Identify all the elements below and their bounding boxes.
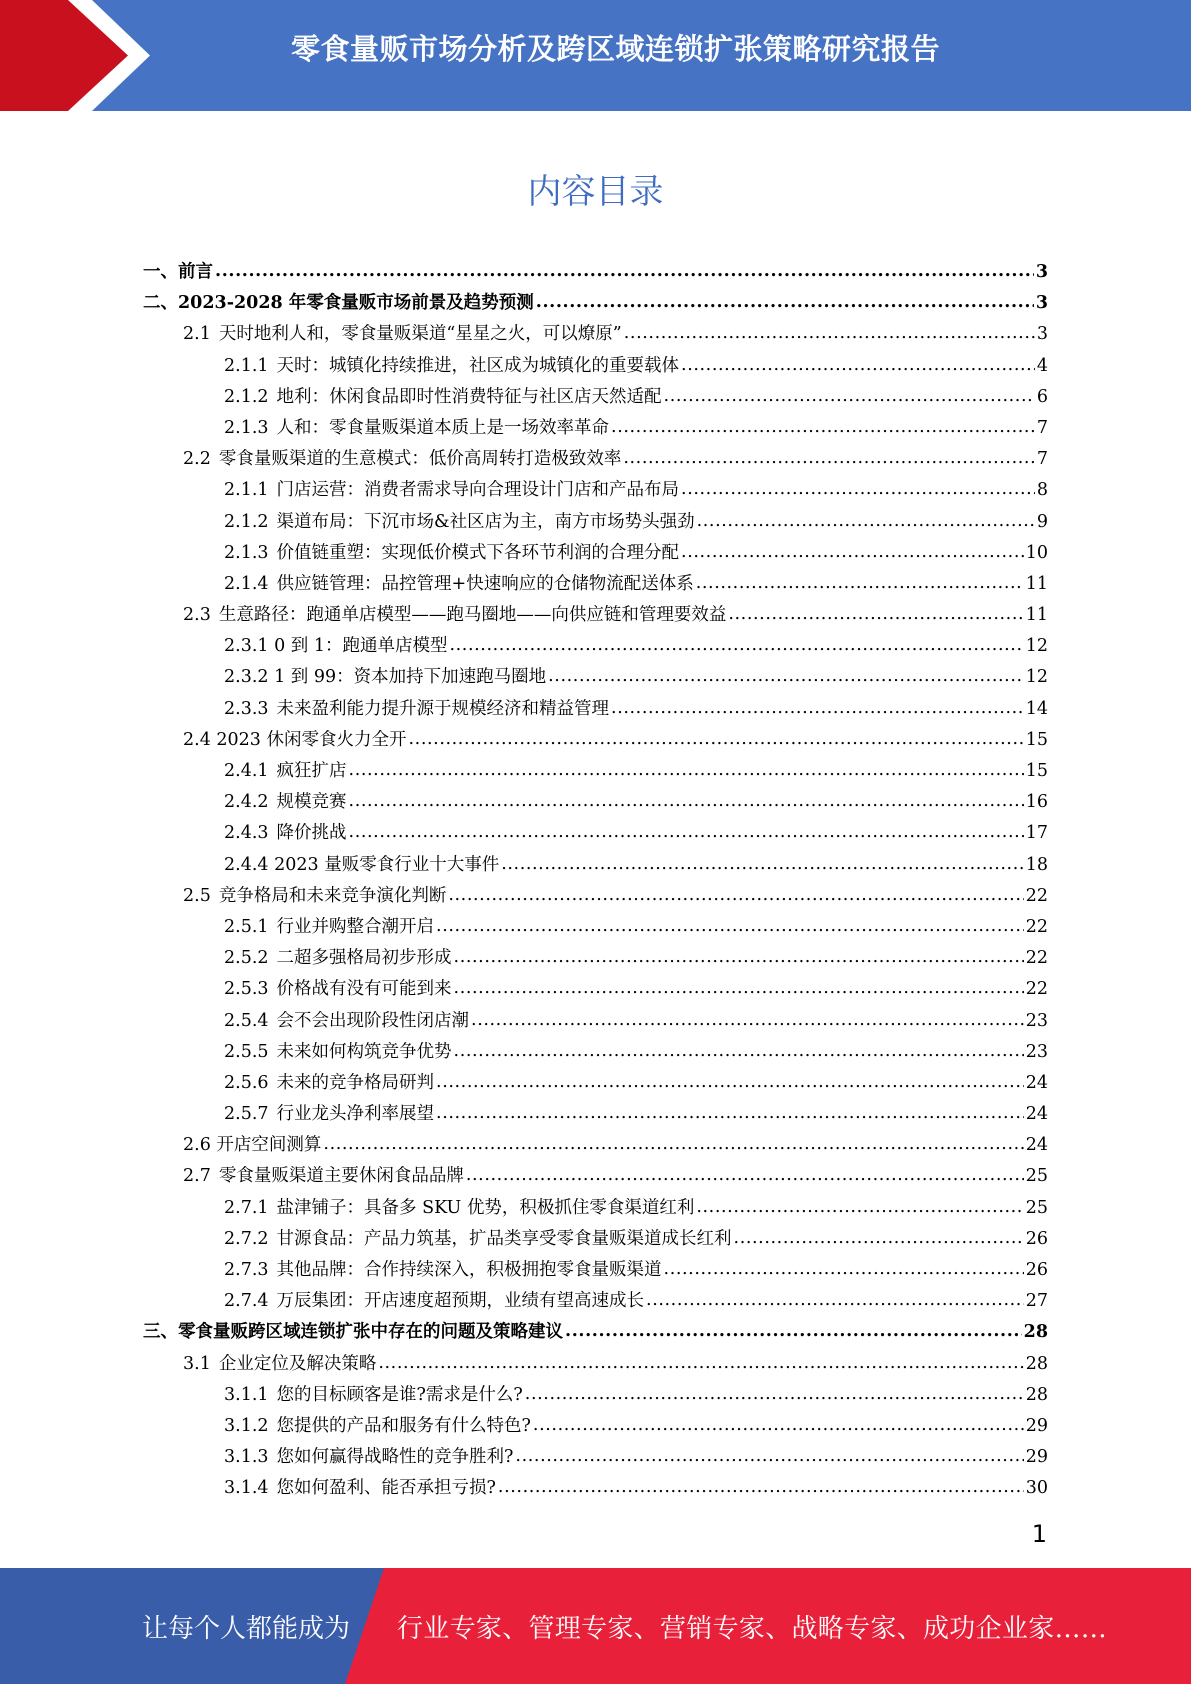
toc-dot-leader [349,786,1024,817]
toc-entry[interactable] [143,818,1048,849]
toc-entry-title: 生意路径：跑通单店模型——跑马圈地——向供应链和管理要效益 [218,605,727,626]
toc-entry[interactable] [143,787,1048,818]
header-chevron-decoration [0,0,150,111]
toc-dot-leader [323,1129,1023,1160]
toc-entry-page: 14 [1025,698,1048,719]
toc-entry[interactable] [143,1411,1048,1442]
toc-entry-title: 二超多强格局初步形成 [276,948,452,969]
toc-entry-title: 行业龙头净利率展望 [276,1104,435,1125]
toc-entry-page: 24 [1025,1072,1048,1093]
footer-slogan-left: 让每个人都能成为 [142,1614,351,1644]
toc-entry-title: 您如何盈利、能否承担亏损? [276,1478,496,1499]
toc-entry[interactable] [143,569,1048,600]
toc-entry-title: 会不会出现阶段性闭店潮 [276,1010,470,1031]
toc-dot-leader [436,1098,1024,1129]
toc-entry-title: 价值链重塑：实现低价模式下各环节利润的合理分配 [276,542,680,563]
toc-dot-leader [378,1348,1023,1379]
toc-entry-page: 24 [1025,1104,1048,1125]
toc-entry-number: 2.4.3 [224,823,269,844]
toc-entry-page: 10 [1025,542,1048,563]
toc-entry-number: 2.1.2 [224,386,269,407]
toc-entry-page: 25 [1025,1166,1048,1187]
toc-entry-number: 2.7.4 [224,1291,269,1312]
toc-entry-page: 24 [1025,1135,1048,1156]
toc-dot-leader [664,381,1035,412]
toc-dot-leader [215,256,1034,287]
toc-entry-title: 零食量贩渠道主要休闲食品品牌 [218,1166,464,1187]
toc-entry[interactable] [143,507,1048,538]
toc-dot-leader [565,1316,1022,1347]
toc-entry-page: 3 [1035,262,1048,282]
toc-entry-title: 零食量贩渠道的生意模式：低价高周转打造极致效率 [218,449,622,470]
toc-entry-number: 2.4.1 [224,761,269,781]
toc-entry-title: 2.3.1 0 到 1：跑通单店模型 [224,636,448,657]
toc-entry-page: 27 [1025,1291,1048,1312]
toc-entry[interactable] [143,881,1048,912]
toc-dot-leader [697,506,1035,537]
toc-entry[interactable] [143,413,1048,444]
toc-dot-leader [611,693,1024,724]
toc-entry-number: 2.1.4 [224,573,269,594]
toc-entry-page: 26 [1025,1260,1048,1280]
toc-entry[interactable] [143,1161,1048,1192]
toc-entry-number: 3.1 [183,1353,211,1374]
toc-entry-title: 您如何赢得战略性的竞争胜利? [276,1447,514,1468]
toc-entry[interactable] [143,1255,1048,1286]
toc-entry-page: 29 [1025,1447,1048,1468]
toc-entry-number: 3.1.2 [224,1415,269,1436]
toc-entry[interactable] [143,319,1048,350]
toc-entry-number: 3.1.3 [224,1447,269,1468]
toc-entry-number: 2.2 [183,449,211,470]
toc-dot-leader [624,318,1035,349]
table-of-contents [143,257,1048,1505]
toc-entry-page: 7 [1036,449,1048,470]
toc-dot-leader [623,443,1035,474]
toc-entry-page: 3 [1036,324,1048,345]
toc-entry[interactable] [143,943,1048,974]
header-banner [0,0,1191,111]
toc-entry[interactable] [143,850,1048,881]
toc-entry-title: 您提供的产品和服务有什么特色? [276,1415,531,1436]
toc-entry-number: 2.7.3 [224,1260,269,1280]
toc-entry[interactable] [143,974,1048,1005]
toc-entry[interactable] [143,257,1048,288]
toc-entry-number: 2.1 [183,324,211,345]
toc-entry[interactable] [143,1473,1048,1504]
footer-slogan-right: 行业专家、管理专家、营销专家、战略专家、成功企业家…… [397,1614,1108,1644]
toc-dot-leader [454,942,1024,973]
toc-entry-number: 2.1.2 [224,511,269,532]
toc-entry[interactable] [143,444,1048,475]
toc-entry-title: 2.4 2023 休闲零食火力全开 [183,729,407,750]
toc-entry[interactable] [143,288,1048,319]
toc-entry-number: 2.3.3 [224,698,269,719]
toc-entry-page: 18 [1025,854,1048,875]
toc-entry[interactable] [143,475,1048,506]
toc-entry-page: 11 [1025,605,1048,626]
footer-banner [0,1568,1191,1684]
toc-dot-leader [681,474,1035,505]
toc-entry-page: 28 [1023,1322,1048,1343]
toc-entry-page: 22 [1025,916,1048,937]
page-number: 1 [1031,1520,1047,1548]
toc-entry-number: 2.1.3 [224,542,269,563]
toc-entry-number: 2.4.2 [224,792,269,813]
toc-entry-number: 2.5.1 [224,916,269,937]
toc-entry-number: 2.3 [183,605,211,626]
toc-entry-title: 供应链管理：品控管理+快速响应的仓储物流配送体系 [276,573,694,594]
toc-entry-title: 未来如何构筑竞争优势 [276,1041,452,1062]
toc-dot-leader [681,537,1024,568]
toc-entry-number: 2.5.6 [224,1072,269,1093]
toc-entry-number: 3.1.4 [224,1478,269,1499]
toc-entry-page: 28 [1025,1384,1048,1405]
toc-entry-page: 15 [1025,761,1048,781]
toc-entry[interactable] [143,912,1048,943]
toc-dot-leader [696,568,1024,599]
toc-entry-page: 30 [1025,1478,1048,1499]
toc-entry-page: 26 [1025,1228,1048,1249]
toc-entry-title: 盐津铺子：具备多 SKU 优势，积极抓住零食渠道红利 [276,1197,695,1218]
toc-entry-number: 2.5.7 [224,1104,269,1125]
toc-entry-page: 15 [1025,729,1048,750]
toc-dot-leader [734,1223,1024,1254]
toc-entry[interactable] [143,1037,1048,1068]
toc-entry[interactable] [143,382,1048,413]
toc-entry-title: 2.4.4 2023 量贩零食行业十大事件 [224,854,500,875]
toc-entry-page: 16 [1025,792,1048,813]
toc-dot-leader [466,1160,1024,1191]
toc-dot-leader [664,1254,1024,1285]
toc-entry-title: 未来的竞争格局研判 [276,1072,435,1093]
toc-dot-leader [696,1192,1023,1223]
toc-entry-page: 12 [1025,667,1048,688]
toc-entry-number: 2.5.5 [224,1041,269,1062]
toc-entry-page: 28 [1025,1353,1048,1374]
toc-entry-title: 三、零食量贩跨区域连锁扩张中存在的问题及策略建议 [143,1322,563,1343]
toc-entry-number: 2.7.2 [224,1228,269,1249]
toc-dot-leader [436,911,1024,942]
toc-entry-title: 天时：城镇化持续推进，社区成为城镇化的重要载体 [276,355,680,376]
toc-dot-leader [548,661,1024,692]
toc-entry-title: 门店运营：消费者需求导向合理设计门店和产品布局 [276,480,680,501]
toc-entry[interactable] [143,631,1048,662]
toc-entry[interactable] [143,600,1048,631]
toc-dot-leader [681,350,1035,381]
toc-dot-leader [536,287,1034,318]
toc-entry[interactable] [143,538,1048,569]
toc-entry-title: 渠道布局：下沉市场&社区店为主，南方市场势头强劲 [276,511,695,532]
toc-entry[interactable] [143,1442,1048,1473]
toc-entry[interactable] [143,1130,1048,1161]
toc-entry-number: 2.7 [183,1166,211,1187]
toc-entry-title: 疯狂扩店 [276,761,347,781]
toc-entry-title: 行业并购整合潮开启 [276,916,435,937]
toc-dot-leader [409,724,1024,755]
toc-dot-leader [498,1472,1024,1503]
toc-dot-leader [349,755,1024,786]
toc-entry[interactable] [143,1006,1048,1037]
toc-dot-leader [501,849,1024,880]
toc-entry-page: 22 [1025,885,1048,906]
toc-entry-title: 其他品牌：合作持续深入，积极拥抱零食量贩渠道 [276,1260,662,1280]
toc-dot-leader [515,1441,1023,1472]
toc-entry-number: 2.5.4 [224,1010,269,1031]
toc-entry[interactable] [143,351,1048,382]
toc-entry-title: 甘源食品：产品力筑基，扩品类享受零食量贩渠道成长红利 [276,1228,732,1249]
toc-entry-page: 4 [1036,355,1048,376]
toc-entry-number: 2.1.1 [224,480,269,501]
toc-entry-page: 29 [1025,1415,1048,1436]
toc-entry-title: 万辰集团：开店速度超预期，业绩有望高速成长 [276,1291,645,1312]
toc-entry-page: 9 [1036,511,1048,532]
toc-dot-leader [525,1379,1024,1410]
toc-entry-title: 竞争格局和未来竞争演化判断 [218,885,447,906]
toc-entry-title: 二、2023-2028 年零食量贩市场前景及趋势预测 [143,293,534,314]
toc-entry-page: 12 [1025,636,1048,657]
toc-entry-page: 22 [1025,948,1048,969]
toc-entry[interactable] [143,662,1048,693]
toc-entry[interactable] [143,756,1048,787]
toc-entry-page: 6 [1036,386,1048,407]
toc-entry[interactable] [143,1317,1048,1348]
toc-entry[interactable] [143,1286,1048,1317]
toc-entry-title: 2.6 开店空间测算 [183,1135,322,1156]
report-title: 零食量贩市场分析及跨区域连锁扩张策略研究报告 [290,32,940,66]
toc-dot-leader [436,1067,1024,1098]
toc-entry-number: 3.1.1 [224,1384,269,1405]
toc-heading: 内容目录 [527,172,664,212]
toc-entry-title: 人和：零食量贩渠道本质上是一场效率革命 [276,417,610,438]
toc-dot-leader [728,599,1023,630]
toc-dot-leader [646,1285,1024,1316]
toc-entry[interactable] [143,1099,1048,1130]
toc-dot-leader [454,973,1024,1004]
toc-entry-page: 23 [1025,1010,1048,1031]
toc-entry-page: 22 [1025,979,1048,1000]
toc-entry-number: 2.5.2 [224,948,269,969]
toc-dot-leader [533,1410,1024,1441]
toc-entry-page: 23 [1025,1041,1048,1062]
toc-entry-title: 降价挑战 [276,823,347,844]
toc-entry-title: 价格战有没有可能到来 [276,979,452,1000]
toc-entry[interactable] [143,1224,1048,1255]
toc-entry[interactable] [143,1380,1048,1411]
toc-entry-title: 2.3.2 1 到 99：资本加持下加速跑马圈地 [224,667,547,688]
toc-entry-page: 3 [1035,293,1048,314]
toc-entry-number: 2.5.3 [224,979,269,1000]
toc-dot-leader [454,1036,1024,1067]
toc-dot-leader [448,880,1023,911]
toc-dot-leader [349,817,1024,848]
toc-entry-page: 7 [1036,417,1048,438]
toc-entry[interactable] [143,694,1048,725]
toc-entry-title: 规模竞赛 [276,792,347,813]
toc-entry-page: 17 [1025,823,1048,844]
toc-entry-number: 2.1.3 [224,417,269,438]
toc-entry[interactable] [143,1068,1048,1099]
toc-dot-leader [611,412,1035,443]
toc-entry-title: 天时地利人和，零食量贩渠道“星星之火，可以燎原” [218,324,622,345]
toc-entry-number: 2.7.1 [224,1197,269,1218]
toc-entry-title: 企业定位及解决策略 [218,1353,377,1374]
toc-entry-page: 8 [1036,480,1048,501]
toc-dot-leader [449,630,1023,661]
toc-entry[interactable] [143,1349,1048,1380]
toc-entry-title: 您的目标顾客是谁?需求是什么? [276,1384,523,1405]
toc-entry-number: 2.5 [183,885,211,906]
toc-entry-title: 地利：休闲食品即时性消费特征与社区店天然适配 [276,386,662,407]
toc-entry[interactable] [143,725,1048,756]
toc-entry[interactable] [143,1193,1048,1224]
toc-dot-leader [471,1005,1024,1036]
toc-entry-title: 未来盈利能力提升源于规模经济和精益管理 [276,698,610,719]
toc-entry-page: 11 [1025,573,1048,594]
toc-entry-page: 25 [1025,1197,1048,1218]
toc-entry-title: 一、前言 [143,262,213,282]
toc-entry-number: 2.1.1 [224,355,269,376]
